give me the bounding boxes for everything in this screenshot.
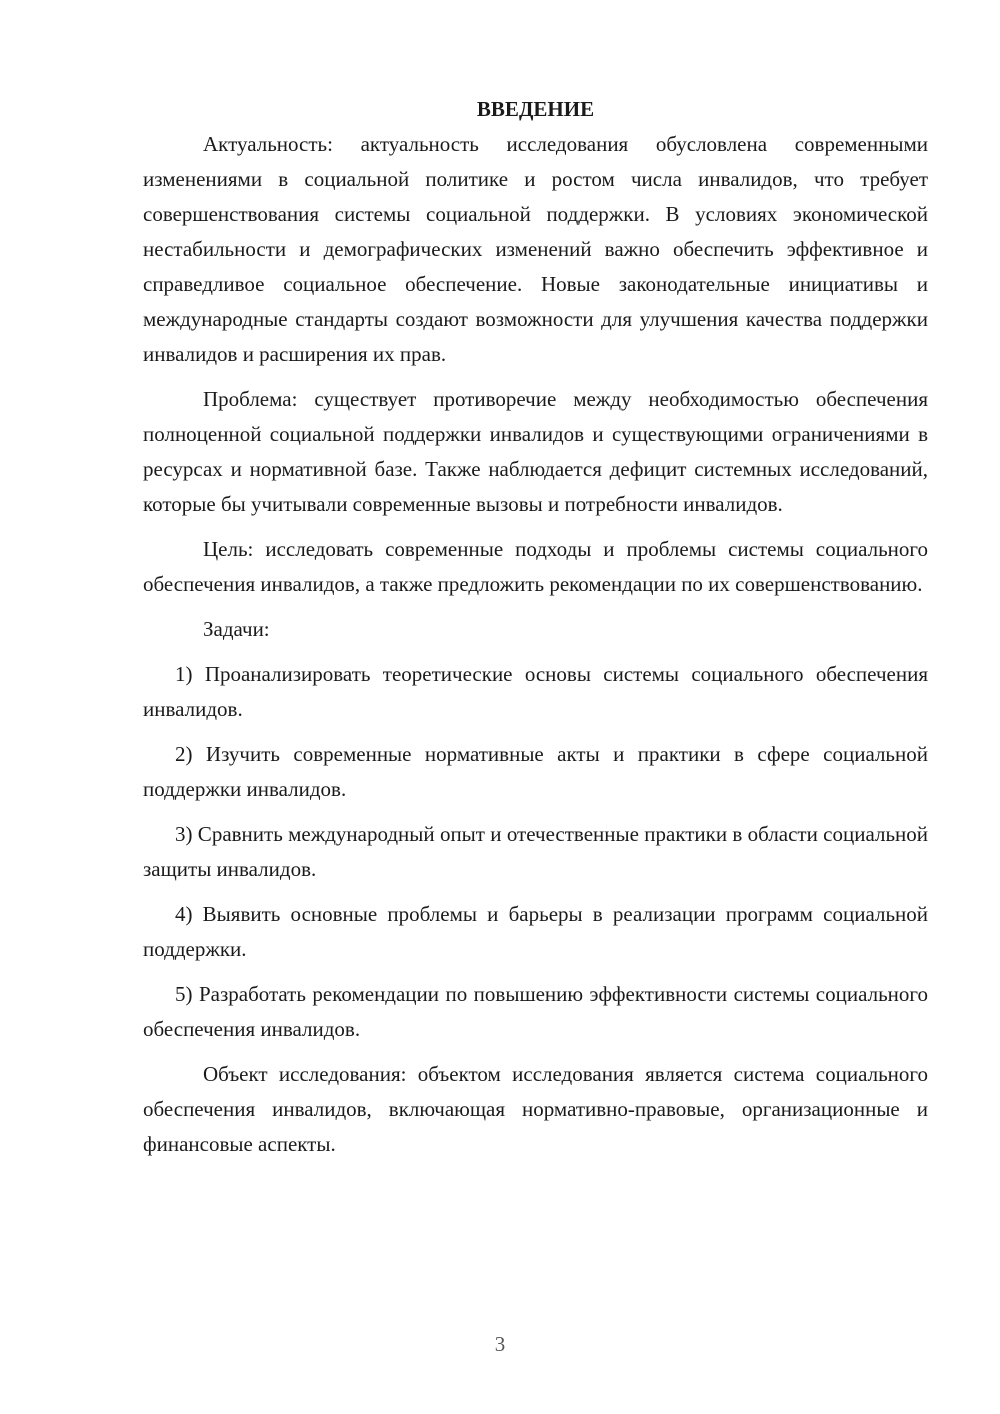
tasks-label: Задачи: <box>203 617 270 641</box>
task-item: 3) Сравнить международный опыт и отечественные практики в области социальной защиты инвалидов. <box>143 822 928 881</box>
page-number: 3 <box>494 1332 506 1356</box>
task-item: 4) Выявить основные проблемы и барьеры в реализации программ социальной поддержки. <box>143 902 928 961</box>
paragraph-object: Объект исследования: объектом исследования является система социального обеспечения инвалидов, включающая нормативно-правовые, организационные и финансовые аспекты. <box>143 1062 928 1156</box>
paragraph-goal: Цель: исследовать современные подходы и проблемы системы социального обеспечения инвалидов, а также предложить рекомендации по их совершенствованию. <box>143 537 928 596</box>
task-item: 2) Изучить современные нормативные акты и практики в сфере социальной поддержки инвалидов. <box>143 742 928 801</box>
section-title: ВВЕДЕНИЕ <box>476 97 595 121</box>
task-item: 5) Разработать рекомендации по повышению эффективности системы социального обеспечения инвалидов. <box>143 982 928 1041</box>
paragraph-problem: Проблема: существует противоречие между необходимостью обеспечения полноценной социальной поддержки инвалидов и существующими ограничениями в ресурсах и нормативной базе. Также наблюдается дефицит системных исследований, которые бы учитывали современные вызовы и потребности инвалидов. <box>143 387 928 516</box>
paragraph-relevance: Актуальность: актуальность исследования обусловлена современными изменениями в социальной политике и ростом числа инвалидов, что требует совершенствования системы социальной поддержки. В условиях экономической нестабильности и демографических изменений важно обеспечить эффективное и справедливое социальное обеспечение. Новые законодательные инициативы и международные стандарты создают возможности для улучшения качества поддержки инвалидов и расширения их прав. <box>143 132 928 366</box>
task-item: 1) Проанализировать теоретические основы системы социального обеспечения инвалидов. <box>143 662 928 721</box>
document-page <box>143 92 928 1172</box>
